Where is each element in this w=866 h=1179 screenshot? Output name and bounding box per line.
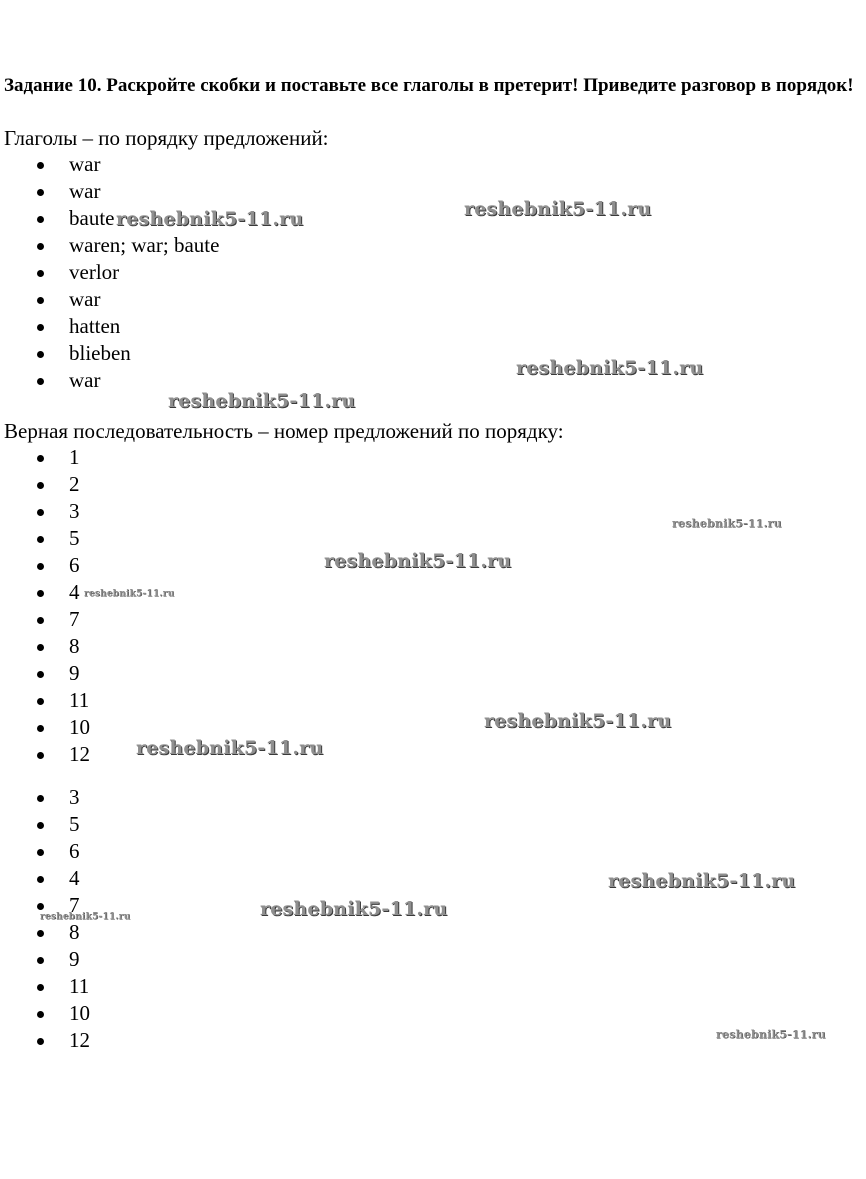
watermark: reshebnik5-11.ru xyxy=(324,550,512,572)
bullet-icon xyxy=(37,189,44,196)
order-number: 10 xyxy=(69,1001,90,1025)
bullet-icon xyxy=(37,903,44,910)
watermark: reshebnik5-11.ru xyxy=(464,198,652,220)
order-intro: Верная последовательность – номер предложений по порядку: xyxy=(4,419,564,443)
bullet-icon xyxy=(37,957,44,964)
bullet-icon xyxy=(37,216,44,223)
list-item xyxy=(0,660,90,687)
bullet-icon xyxy=(37,984,44,991)
list-item xyxy=(0,633,90,660)
verb-text: waren; war; baute xyxy=(69,233,220,257)
bullet-icon xyxy=(37,162,44,169)
bullet-icon xyxy=(37,297,44,304)
list-item xyxy=(0,1000,90,1027)
bullet-icon xyxy=(37,590,44,597)
bullet-icon xyxy=(37,455,44,462)
list-item xyxy=(0,178,219,205)
watermark: reshebnik5-11.ru xyxy=(168,390,356,412)
order-number: 12 xyxy=(69,742,90,766)
order-number: 12 xyxy=(69,1028,90,1052)
verbs-list xyxy=(0,151,219,394)
list-item xyxy=(0,286,219,313)
bullet-icon xyxy=(37,698,44,705)
verb-text: war xyxy=(69,368,101,392)
verb-text: war xyxy=(69,287,101,311)
order-number: 4 xyxy=(69,866,80,890)
order-number: 5 xyxy=(69,812,80,836)
task-heading: Задание 10. Раскройте скобки и поставьте все глаголы в претерит! Приведите разговор в порядок! xyxy=(4,75,854,96)
list-item xyxy=(0,340,219,367)
bullet-icon xyxy=(37,482,44,489)
watermark: reshebnik5-11.ru xyxy=(672,517,782,530)
order-number: 11 xyxy=(69,688,90,712)
list-item xyxy=(0,946,90,973)
watermark: reshebnik5-11.ru xyxy=(136,737,324,759)
bullet-icon xyxy=(37,509,44,516)
bullet-icon xyxy=(37,849,44,856)
bullet-icon xyxy=(37,351,44,358)
order-number: 1 xyxy=(69,445,80,469)
bullet-icon xyxy=(37,930,44,937)
list-item xyxy=(0,525,90,552)
order-number: 11 xyxy=(69,974,90,998)
bullet-icon xyxy=(37,324,44,331)
list-item xyxy=(0,687,90,714)
watermark: reshebnik5-11.ru xyxy=(84,589,175,599)
order-number: 6 xyxy=(69,553,80,577)
bullet-icon xyxy=(37,243,44,250)
order-number: 7 xyxy=(69,893,80,917)
list-item xyxy=(0,552,90,579)
list-item xyxy=(0,579,90,606)
bullet-icon xyxy=(37,270,44,277)
bullet-icon xyxy=(37,644,44,651)
list-item xyxy=(0,259,219,286)
order-number: 4 xyxy=(69,580,80,604)
bullet-icon xyxy=(37,725,44,732)
watermark: reshebnik5-11.ru xyxy=(260,898,448,920)
list-item xyxy=(0,811,90,838)
watermark: reshebnik5-11.ru xyxy=(716,1028,826,1041)
order-list-1 xyxy=(0,444,90,768)
order-number: 6 xyxy=(69,839,80,863)
bullet-icon xyxy=(37,1038,44,1045)
list-item xyxy=(0,973,90,1000)
verb-text: hatten xyxy=(69,314,121,338)
list-item xyxy=(0,741,90,768)
list-item xyxy=(0,151,219,178)
order-number: 3 xyxy=(69,785,80,809)
watermark: reshebnik5-11.ru xyxy=(116,208,304,230)
order-number: 7 xyxy=(69,607,80,631)
list-item xyxy=(0,498,90,525)
bullet-icon xyxy=(37,1011,44,1018)
list-item xyxy=(0,471,90,498)
list-item xyxy=(0,1027,90,1054)
order-number: 5 xyxy=(69,526,80,550)
bullet-icon xyxy=(37,536,44,543)
bullet-icon xyxy=(37,617,44,624)
order-number: 8 xyxy=(69,920,80,944)
verb-text: war xyxy=(69,152,101,176)
watermark: reshebnik5-11.ru xyxy=(516,357,704,379)
list-item xyxy=(0,865,90,892)
bullet-icon xyxy=(37,876,44,883)
order-number: 9 xyxy=(69,947,80,971)
order-number: 2 xyxy=(69,472,80,496)
verb-text: verlor xyxy=(69,260,120,284)
list-item xyxy=(0,714,90,741)
list-item xyxy=(0,444,90,471)
verb-text: war xyxy=(69,179,101,203)
watermark: reshebnik5-11.ru xyxy=(40,912,131,922)
watermark: reshebnik5-11.ru xyxy=(608,870,796,892)
bullet-icon xyxy=(37,752,44,759)
verb-text: blieben xyxy=(69,341,131,365)
list-item xyxy=(0,838,90,865)
list-item xyxy=(0,919,90,946)
bullet-icon xyxy=(37,671,44,678)
watermark: reshebnik5-11.ru xyxy=(484,710,672,732)
list-item xyxy=(0,784,90,811)
bullet-icon xyxy=(37,563,44,570)
bullet-icon xyxy=(37,822,44,829)
list-item xyxy=(0,232,219,259)
order-number: 8 xyxy=(69,634,80,658)
bullet-icon xyxy=(37,795,44,802)
list-item xyxy=(0,313,219,340)
order-number: 3 xyxy=(69,499,80,523)
order-number: 10 xyxy=(69,715,90,739)
verbs-intro: Глаголы – по порядку предложений: xyxy=(4,126,329,150)
order-number: 9 xyxy=(69,661,80,685)
bullet-icon xyxy=(37,378,44,385)
list-item xyxy=(0,606,90,633)
verb-text: baute xyxy=(69,206,115,230)
